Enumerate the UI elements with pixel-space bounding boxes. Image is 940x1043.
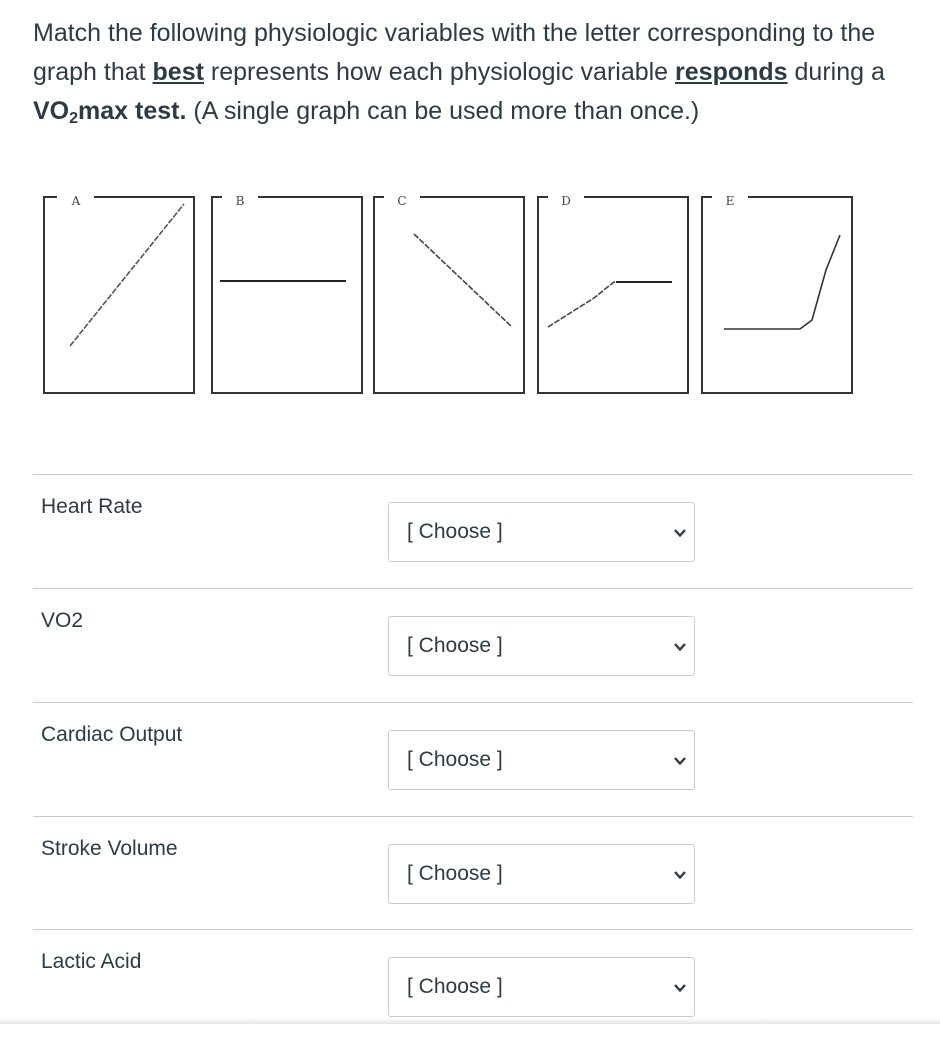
answer-select-lactic-acid[interactable] [388,957,695,1017]
graph-d-curve [548,282,672,327]
graph-d-plot [536,190,689,394]
variable-label: Cardiac Output [41,723,183,746]
graph-c-letter: C [392,194,412,208]
emphasis-best: best [152,58,204,86]
chevron-down-icon [674,642,686,652]
question-part: (A single graph can be used more than once.) [186,97,700,125]
chevron-down-icon [674,756,686,766]
match-row-cardiac-output [33,703,913,816]
graph-b-letter: B [230,194,250,208]
vo2max-term: max test. [78,97,187,125]
emphasis-responds: responds [675,58,788,86]
variable-label: Lactic Acid [41,950,142,973]
graph-c-plot [372,190,525,394]
graph-b [210,190,363,394]
answer-select-stroke-volume[interactable] [388,844,695,904]
graph-e [700,190,853,394]
match-row-stroke-volume [33,817,913,930]
question-text [33,14,913,131]
select-value: [ Choose ] [407,975,503,998]
match-row-lactic-acid [33,930,913,1043]
graph-c [372,190,525,394]
answer-select-heart-rate[interactable] [388,502,695,562]
select-value: [ Choose ] [407,748,503,771]
select-value: [ Choose ] [407,634,503,657]
variable-label: VO2 [41,609,84,632]
question-part: represents how each physiologic variable [203,58,676,86]
chevron-down-icon [674,528,686,538]
graph-c-curve [414,234,512,327]
graph-a-letter: A [66,194,86,208]
question-part: Match the following physiologic variables with the letter corresponding to the graph that [33,19,876,86]
graph-options [42,190,854,396]
graph-a-curve [70,204,184,346]
bottom-edge-shadow [0,1018,940,1024]
graph-e-letter: E [720,194,740,208]
select-value: [ Choose ] [407,862,503,885]
answer-select-cardiac-output[interactable] [388,730,695,790]
answer-select-vo2[interactable] [388,616,695,676]
vo2max-subscript: 2 [69,110,79,127]
select-value: [ Choose ] [407,520,503,543]
match-row-heart-rate [33,475,913,588]
graph-e-curve [724,235,840,329]
chevron-down-icon [674,983,686,993]
graph-a [42,190,195,394]
graph-d-letter: D [556,194,576,208]
question-part: during a [787,58,885,86]
vo2max-term: VO [33,97,70,125]
chevron-down-icon [674,870,686,880]
variable-label: Stroke Volume [41,837,178,860]
graph-d [536,190,689,394]
graph-b-plot [210,190,363,394]
variable-label: Heart Rate [41,495,143,518]
match-row-vo2 [33,589,913,702]
graph-e-plot [700,190,853,394]
graph-a-plot [42,190,195,394]
